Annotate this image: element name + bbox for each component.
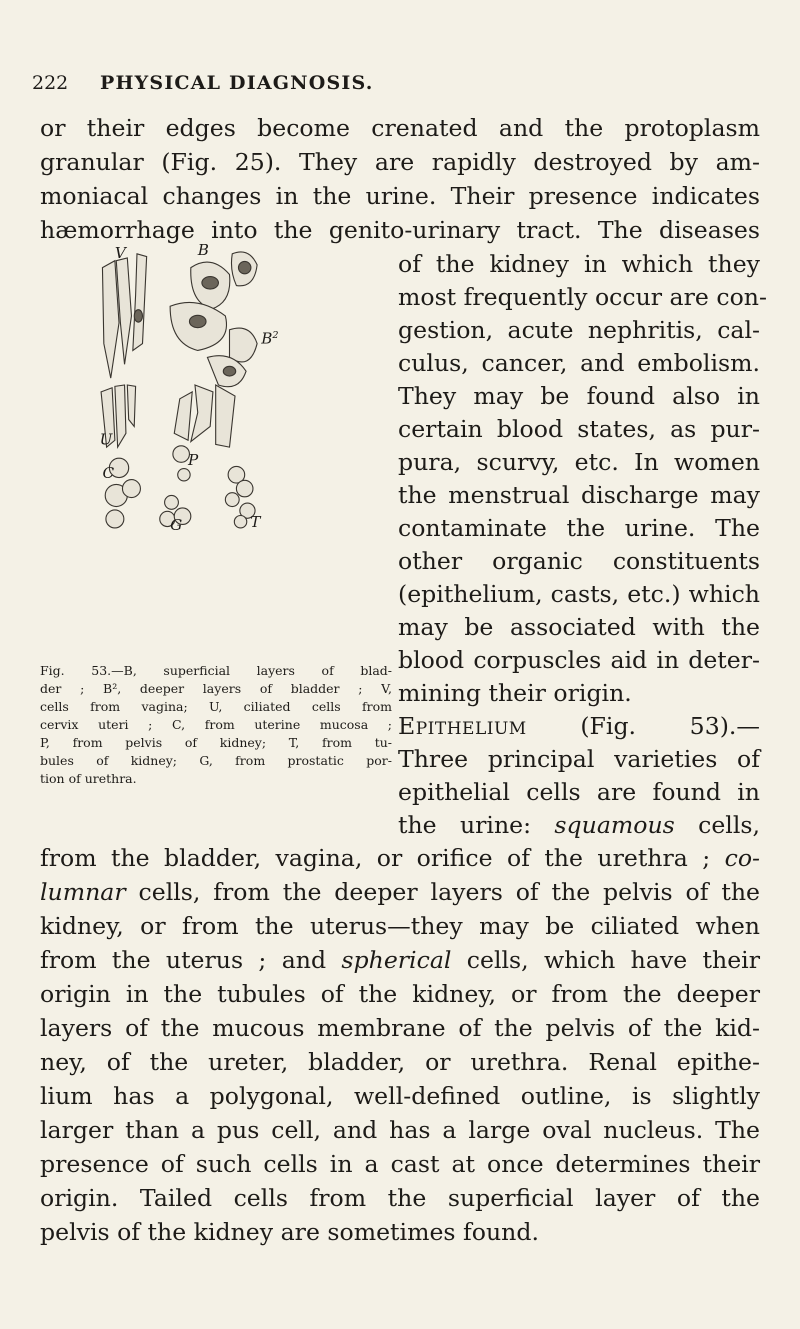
text-run: cells, from the deeper layers of the pelvis of the (125, 878, 760, 906)
cell-v3 (133, 254, 147, 351)
body-line: the menstrual discharge may (398, 481, 760, 509)
body-line: (epithelium, casts, etc.) which (398, 580, 760, 608)
caption-line: cervix uteri ; C, from uterine mucosa ; (40, 717, 392, 732)
epithelium-illustration (40, 240, 390, 530)
body-line (40, 876, 760, 909)
label-g: G (170, 516, 183, 530)
body-line: ney, of the ureter, bladder, or urethra. Renal epithe- (40, 1048, 760, 1076)
caption-line: Fig. 53.—B, superficial layers of blad- (40, 663, 392, 678)
body-line: gestion, acute nephritis, cal- (398, 316, 760, 344)
running-title: PHYSICAL DIAGNOSIS. (100, 72, 374, 94)
body-line: certain blood states, as pur- (398, 415, 760, 443)
text-run: cells, which have their (451, 946, 760, 974)
label-b2-sup: 2 (272, 330, 279, 342)
cell-u3 (127, 385, 135, 426)
body-line: hæmorrhage into the genito-urinary tract. The diseases (40, 216, 760, 244)
body-line: They may be found also in (398, 382, 760, 410)
caption-line: tion of urethra. (40, 771, 137, 786)
text-run: from the bladder, vagina, or orifice of the urethra ; (40, 844, 725, 872)
body-line: moniacal changes in the urine. Their presence indicates (40, 182, 760, 210)
label-c: C (102, 464, 115, 483)
cell-v1 (102, 261, 119, 378)
body-line: contaminate the urine. The (398, 514, 760, 542)
cell-b2-nucleus (238, 261, 250, 273)
body-line: pura, scurvy, etc. In women (398, 448, 760, 476)
body-line: may be associated with the (398, 613, 760, 641)
body-line: pelvis of the kidney are sometimes found. (40, 1218, 539, 1246)
running-head (0, 72, 800, 102)
body-line: origin. Tailed cells from the superficial layer of the (40, 1184, 760, 1212)
cell-b2a (230, 328, 258, 362)
figure-caption (40, 662, 392, 788)
cell-t3 (174, 392, 192, 440)
label-p: P (188, 451, 199, 470)
body-line: epithelial cells are found in (398, 778, 760, 806)
label-b: B (197, 241, 209, 260)
cell-r5 (234, 516, 246, 528)
cell-t1 (191, 385, 213, 442)
epithelium-figure (40, 240, 390, 530)
body-line: larger than a pus cell, and has a large oval nucleus. The (40, 1116, 760, 1144)
cell-t2 (216, 385, 235, 447)
caption-line: der ; B², deeper layers of bladder ; V, (40, 681, 392, 696)
cell-r3 (225, 493, 239, 507)
body-line: blood corpuscles aid in deter- (398, 646, 760, 674)
label-u: U (99, 430, 113, 449)
body-line: origin in the tubules of the kidney, or from the deeper (40, 980, 760, 1008)
cell-v-nucleus (134, 310, 142, 322)
emphasis-spherical: spherical (341, 946, 452, 974)
label-v: V (114, 243, 126, 262)
label-b2 (260, 330, 278, 348)
body-line: kidney, or from the uterus—they may be ciliated when (40, 912, 760, 940)
section-heading: Epithelium (398, 712, 527, 740)
section-heading-line (398, 710, 760, 743)
body-line: other organic constituents (398, 547, 760, 575)
cell-c3 (122, 480, 140, 498)
body-line: most frequently occur are con- (398, 283, 767, 311)
emphasis-squamous: squamous (554, 811, 675, 839)
page-number: 222 (32, 72, 69, 94)
body-line: or their edges become crenated and the protoplasm (40, 114, 760, 142)
body-line (398, 809, 760, 842)
cell-b1-nucleus (202, 277, 219, 289)
section-heading-ref: (Fig. 53).— (580, 712, 760, 740)
body-line: Three principal varieties of (398, 745, 760, 773)
body-line: mining their origin. (398, 679, 632, 707)
emphasis-columnar-end: lumnar (40, 878, 126, 906)
body-line (40, 944, 760, 977)
cell-u2 (115, 385, 126, 447)
body-line: of the kidney in which they (398, 250, 760, 278)
caption-line: bules of kidney; G, from prostatic por- (40, 753, 392, 768)
caption-line: cells from vagina; U, ciliated cells from (40, 699, 392, 714)
emphasis-columnar-start: co- (724, 844, 760, 872)
cell-p1 (173, 446, 190, 463)
cell-b2-nucleus (223, 366, 235, 376)
body-line: granular (Fig. 25). They are rapidly destroyed by am- (40, 148, 760, 176)
body-line: lium has a polygonal, well-defined outline, is slightly (40, 1082, 760, 1110)
text-run: the urine: (398, 811, 555, 839)
caption-line: P, from pelvis of kidney; T, from tu- (40, 735, 392, 750)
cell-r2 (236, 480, 253, 497)
body-line: presence of such cells in a cast at once determines their (40, 1150, 760, 1178)
body-line (40, 842, 760, 875)
text-run: from the uterus ; and (40, 946, 342, 974)
body-line: layers of the mucous membrane of the pelvis of the kid- (40, 1014, 760, 1042)
cell-b3-nucleus (189, 315, 206, 327)
cell-p3 (165, 495, 179, 509)
text-run: cells, (674, 811, 760, 839)
cell-c4 (106, 510, 124, 528)
label-b2-letter: B (261, 329, 273, 348)
label-t: T (250, 513, 261, 530)
body-line: culus, cancer, and embolism. (398, 349, 760, 377)
cell-p2 (178, 469, 190, 481)
